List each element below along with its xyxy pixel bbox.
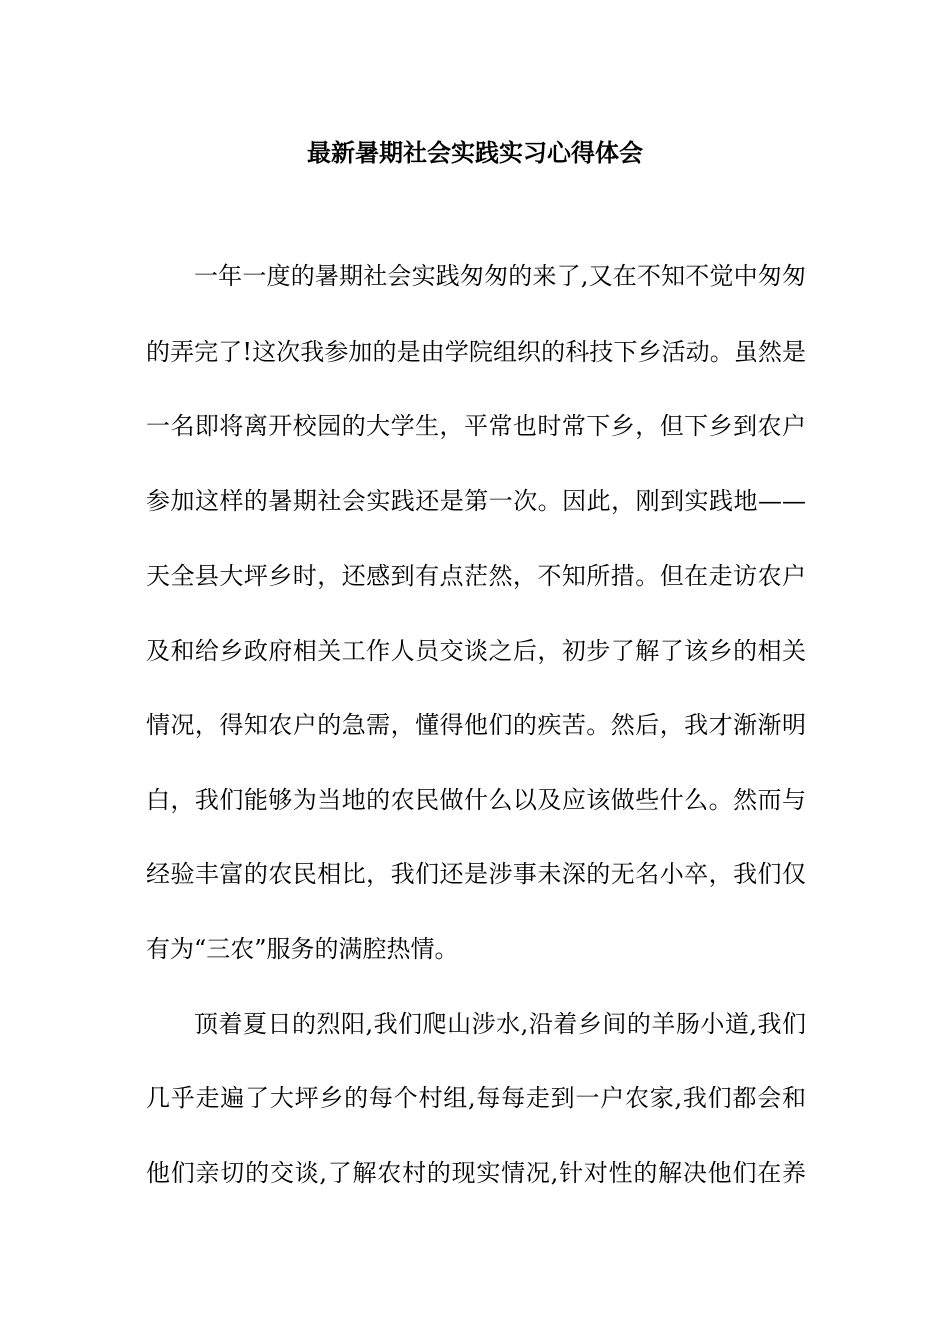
document-title: 最新暑期社会实践实习心得体会 xyxy=(307,138,643,167)
paragraph-1-line-2: 的弄完了!这次我参加的是由学院组织的科技下乡活动。虽然是 xyxy=(146,338,806,366)
paragraph-1-line-5: 天全县大坪乡时，还感到有点茫然，不知所措。但在走访农户 xyxy=(146,562,806,590)
paragraph-1-line-7: 情况，得知农户的急需，懂得他们的疾苦。然后，我才渐渐明 xyxy=(146,711,806,739)
paragraph-1-line-8: 白，我们能够为当地的农民做什么以及应该做些什么。然而与 xyxy=(146,786,806,814)
paragraph-1-line-3: 一名即将离开校园的大学生，平常也时常下乡，但下乡到农户 xyxy=(146,412,806,440)
paragraph-1-line-10: 有为“三农”服务的满腔热情。 xyxy=(146,935,459,963)
paragraph-1-line-1: 一年一度的暑期社会实践匆匆的来了,又在不知不觉中匆匆 xyxy=(194,262,806,290)
paragraph-2-line-2: 几乎走遍了大坪乡的每个村组,每每走到一户农家,我们都会和 xyxy=(146,1084,806,1112)
paragraph-1-line-4: 参加这样的暑期社会实践还是第一次。因此，刚到实践地—— xyxy=(146,487,806,515)
paragraph-1-line-6: 及和给乡政府相关工作人员交谈之后，初步了解了该乡的相关 xyxy=(146,637,806,665)
paragraph-1-line-9: 经验丰富的农民相比，我们还是涉事未深的无名小卒，我们仅 xyxy=(146,860,806,888)
paragraph-2-line-1: 顶着夏日的烈阳,我们爬山涉水,沿着乡间的羊肠小道,我们 xyxy=(194,1010,806,1038)
paragraph-2-line-3: 他们亲切的交谈,了解农村的现实情况,针对性的解决他们在养 xyxy=(146,1159,806,1187)
